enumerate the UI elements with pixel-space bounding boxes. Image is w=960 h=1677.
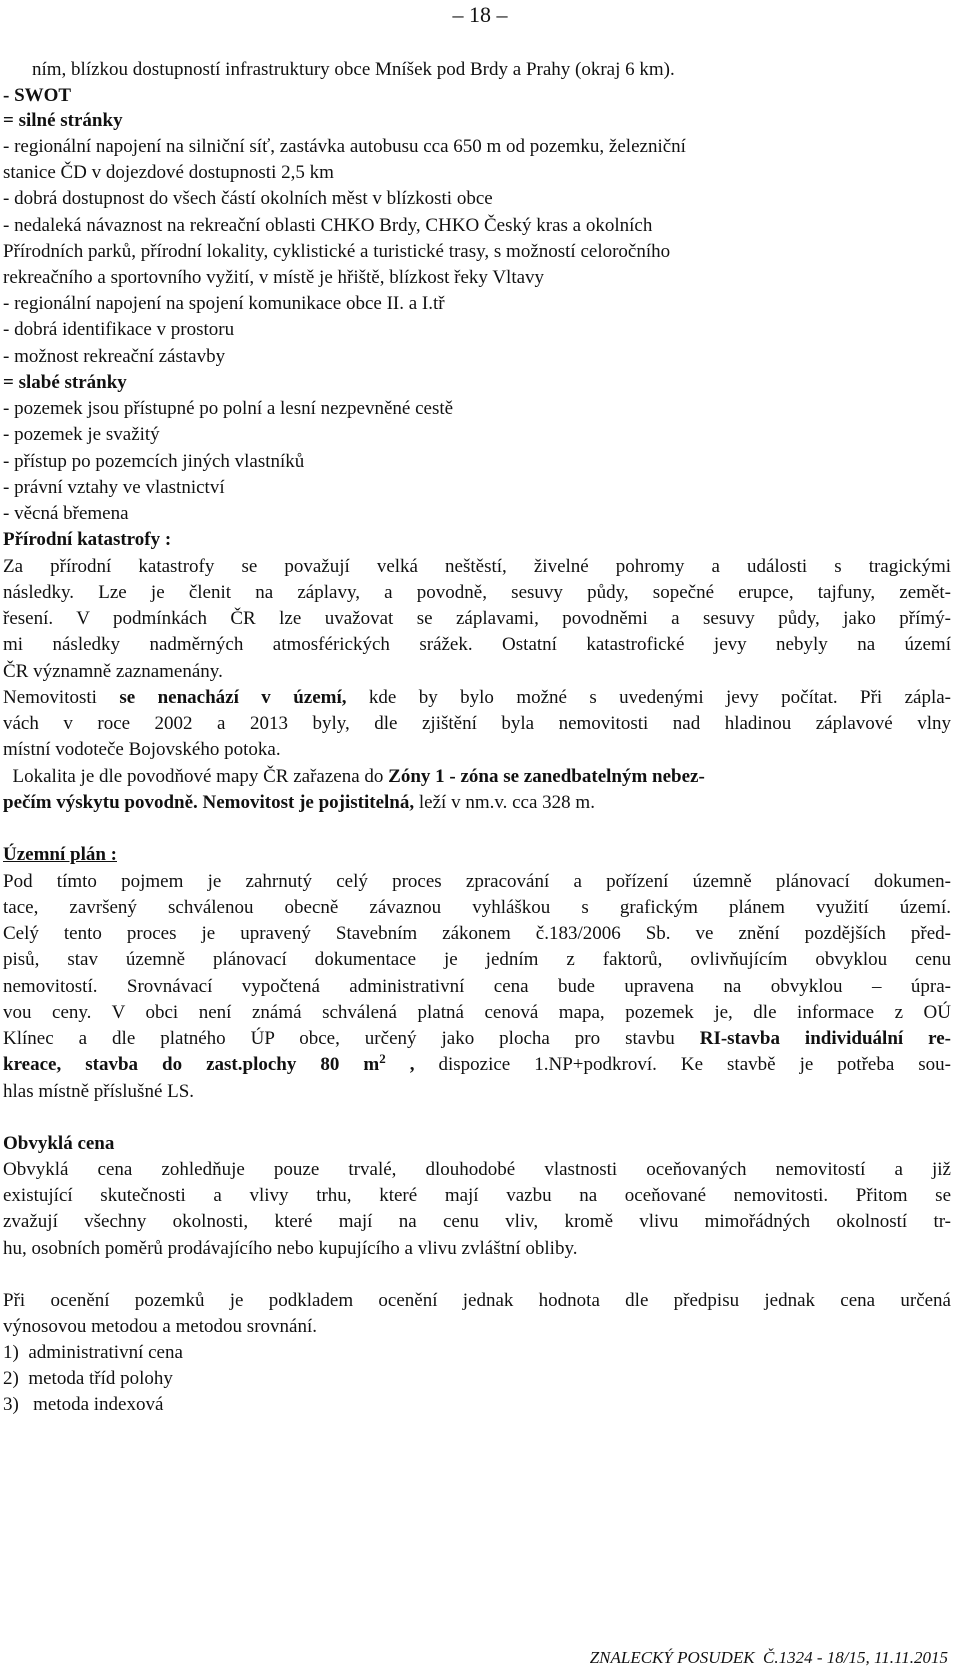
weakness-item: - přístup po pozemcích jiných vlastníků: [3, 451, 305, 472]
zoning-plan-line: Celý tento proces je upravený Stavebním zákonem č.183/2006 Sb. ve znění pozdějších před-: [3, 923, 951, 944]
usual-price-heading: Obvyklá cena: [3, 1133, 115, 1154]
usual-price-line: hu, osobních poměrů prodávajícího nebo kupujícího a vlivu zvláštní obliby.: [3, 1238, 578, 1259]
weakness-item: - právní vztahy ve vlastnictví: [3, 477, 225, 498]
strength-item: stanice ČD v dojezdové dostupnosti 2,5 km: [3, 162, 334, 183]
flood-zone-line: Lokalita je dle povodňové mapy ČR zařazena do Zóny 1 - zóna se zanedbatelným nebez-: [3, 766, 705, 787]
weaknesses-heading: = slabé stránky: [3, 372, 127, 393]
zoning-plan-line: hlas místně příslušné LS.: [3, 1081, 195, 1102]
zoning-plan-line: Klínec a dle platného ÚP obce, určený jako plocha pro stavbu RI-stavba individuální re-: [3, 1028, 951, 1049]
usual-price-line: existující skutečnosti a vlivy trhu, které mají vazbu na oceňované nemovitosti. Přitom se: [3, 1185, 951, 1206]
zoning-plan-line: vou ceny. V obci není známá schválená platná cenová mapa, pozemek je, dle informace z OÚ: [3, 1002, 951, 1023]
valuation-line: výnosovou metodou a metodou srovnání.: [3, 1316, 317, 1337]
usual-price-line: zvažují všechny okolnosti, které mají na cenu vliv, kromě vlivu mimořádných okolností tr-: [3, 1211, 951, 1232]
valuation-method-item: 3) metoda indexová: [3, 1394, 164, 1415]
disasters-heading: Přírodní katastrofy :: [3, 529, 172, 550]
usual-price-line: Obvyklá cena zohledňuje pouze trvalé, dlouhodobé vlastnosti oceňovaných nemovitostí a již: [3, 1159, 951, 1180]
zoning-plan-line: pisů, stav územně plánovací dokumentace je jedním z faktorů, ovlivňujícím obvyklou cenu: [3, 949, 951, 970]
weakness-item: - pozemek je svažitý: [3, 424, 160, 445]
flood-zone-line: pečím výskytu povodně. Nemovitost je pojistitelná, leží v nm.v. cca 328 m.: [3, 792, 595, 813]
strength-item: - dobrá identifikace v prostoru: [3, 319, 235, 340]
disasters-text-line: ČR významně zaznamenány.: [3, 661, 223, 682]
property-location-line: Nemovitosti se nenachází v území, kde by bylo možné s uvedenými jevy počítat. Při zápla-: [3, 687, 951, 708]
strengths-heading: = silné stránky: [3, 110, 123, 131]
valuation-method-item: 2) metoda tříd polohy: [3, 1368, 173, 1389]
strength-item: - dobrá dostupnost do všech částí okolních měst v blízkosti obce: [3, 188, 493, 209]
strength-item: rekreačního a sportovního vyžití, v místě je hřiště, blízkost řeky Vltavy: [3, 267, 545, 288]
page-number: – 18 –: [452, 2, 508, 27]
zoning-plan-line: Pod tímto pojmem je zahrnutý celý proces zpracování a pořízení územně plánovací dokumen-: [3, 871, 951, 892]
valuation-method-item: 1) administrativní cena: [3, 1342, 183, 1363]
zoning-plan-line: tace, završený schválenou obecně závaznou vyhláškou s grafickým plánem využití území.: [3, 897, 951, 918]
disasters-text-line: řesení. V podmínkách ČR lze uvažovat se záplavami, povodněmi a sesuvy půdy, jako přímý-: [3, 608, 951, 629]
disasters-text-line: Za přírodní katastrofy se považují velká neštěstí, živelné pohromy a události s tragickými: [3, 556, 951, 577]
strength-item: - možnost rekreační zástavby: [3, 346, 226, 367]
disasters-text-line: mi následky nadměrných atmosférických srážek. Ostatní katastrofické jevy nebyly na území: [3, 634, 951, 655]
valuation-line: Při ocenění pozemků je podkladem ocenění jednak hodnota dle předpisu jednak cena určená: [3, 1290, 951, 1311]
property-location-line: vách v roce 2002 a 2013 byly, dle zjištění byla nemovitosti nad hladinou záplavové vlny: [3, 713, 951, 734]
zoning-plan-heading: Územní plán :: [3, 844, 117, 865]
property-location-line: místní vodoteče Bojovského potoka.: [3, 739, 281, 760]
strength-item: Přírodních parků, přírodní lokality, cyklistické a turistické trasy, s možností celoročního: [3, 241, 671, 262]
strength-item: - regionální napojení na spojení komunikace obce II. a I.tř: [3, 293, 445, 314]
location-text-end: ním, blízkou dostupností infrastruktury obce Mníšek pod Brdy a Prahy (okraj 6 km).: [32, 59, 675, 80]
footer-document-id: ZNALECKÝ POSUDEK Č.1324 - 18/15, 11.11.2015: [589, 1648, 948, 1667]
zoning-plan-line: kreace, stavba do zast.plochy 80 $m^2$ , dispozice 1.NP+podkroví. Ke stavbě je potřeba sou-: [3, 1051, 952, 1075]
weakness-item: - věcná břemena: [3, 503, 129, 524]
strength-item: - regionální napojení na silniční síť, zastávka autobusu cca 650 m od pozemku, železniční: [3, 136, 686, 157]
weakness-item: - pozemek jsou přístupné po polní a lesní nezpevněné cestě: [3, 398, 454, 419]
disasters-text-line: následky. Lze je členit na záplavy, a povodně, sesuvy půdy, sopečné erupce, tajfuny, zemět-: [3, 582, 951, 603]
swot-title: - SWOT: [3, 85, 72, 106]
zoning-plan-line: nemovitostí. Srovnávací vypočtená administrativní cena bude upravena na obvyklou – úpra-: [3, 976, 951, 997]
strength-item: - nedaleká návaznost na rekreační oblasti CHKO Brdy, CHKO Český kras a okolních: [3, 215, 653, 236]
